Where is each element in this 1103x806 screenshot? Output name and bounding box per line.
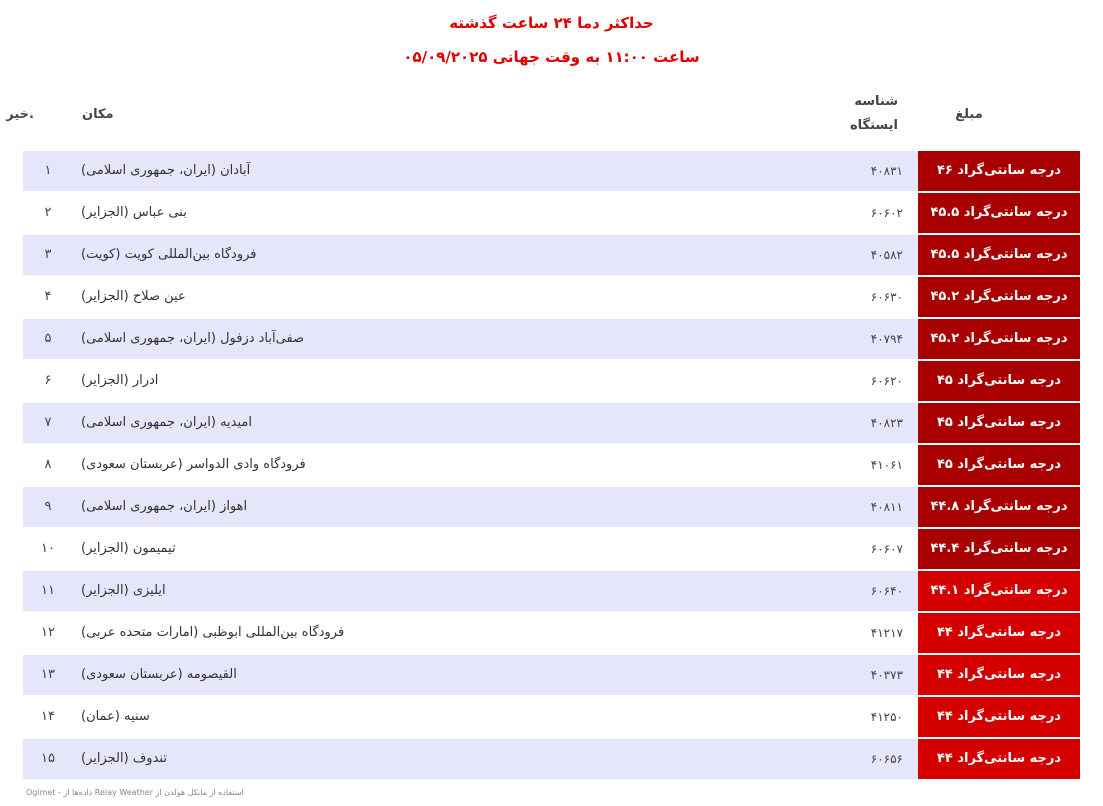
row-number: ۷ (44, 415, 52, 430)
row-station-id: ۴۰۳۷۳ (870, 668, 903, 682)
page-subtitle-time: ۰۵/۰۹/۲۰۲۵ ساعت ۱۱:۰۰ به وقت جهانی (403, 48, 700, 66)
row-place: فرودگاه بین‌المللی ابوظبی (امارات متحده عربی) (81, 625, 345, 640)
table-row (23, 529, 1080, 569)
footer-credit: Ogimet - داده‌ها از Relay Weather استفاده از مابکل هولدن از (26, 788, 244, 797)
header-num: خیر. (6, 107, 34, 122)
row-temperature: ۴۵.۲ درجه سانتی‌گراد (918, 319, 1080, 359)
row-temperature: ۴۵ درجه سانتی‌گراد (918, 403, 1080, 443)
row-number: ۱۱ (41, 583, 55, 598)
row-temperature: ۴۴.۸ درجه سانتی‌گراد (918, 487, 1080, 527)
row-place: آبادان (ایران، جمهوری اسلامی) (81, 163, 251, 178)
row-number: ۲ (44, 205, 52, 220)
table-row (23, 445, 1080, 485)
row-station-id: ۶۰۶۰۷ (870, 542, 903, 556)
row-number: ۳ (44, 247, 52, 262)
row-place: فرودگاه بین‌المللی کویت (کویت) (81, 247, 257, 262)
row-temperature: ۴۵.۵ درجه سانتی‌گراد (918, 235, 1080, 275)
row-place: بنی عباس (الجزایر) (81, 205, 187, 220)
row-station-id: ۶۰۶۵۶ (870, 752, 903, 766)
table-body (23, 151, 1080, 781)
row-number: ۱ (44, 163, 52, 178)
row-temperature: ۴۴ درجه سانتی‌گراد (918, 655, 1080, 695)
row-place: تندوف (الجزایر) (81, 751, 167, 766)
row-temperature: ۴۴.۴ درجه سانتی‌گراد (918, 529, 1080, 569)
row-number: ۸ (44, 457, 52, 472)
row-temperature: ۴۶ درجه سانتی‌گراد (918, 151, 1080, 191)
row-temperature: ۴۵ درجه سانتی‌گراد (918, 361, 1080, 401)
row-station-id: ۴۰۸۳۱ (870, 164, 903, 178)
table-row (23, 487, 1080, 527)
row-place: فرودگاه وادی الدواسر (عربستان سعودی) (81, 457, 306, 472)
row-place: القیصومه (عربستان سعودی) (81, 667, 237, 682)
row-place: سنیه (عمان) (81, 709, 150, 724)
row-number: ۴ (44, 289, 52, 304)
row-temperature: ۴۵.۲ درجه سانتی‌گراد (918, 277, 1080, 317)
table-header (0, 88, 1103, 140)
row-station-id: ۴۱۲۱۷ (870, 626, 903, 640)
table-row (23, 319, 1080, 359)
row-number: ۱۴ (41, 709, 55, 724)
page-title: حداکثر دما ۲۴ ساعت گذشته (449, 14, 654, 32)
header-place: مکان (82, 107, 114, 122)
row-number: ۶ (44, 373, 52, 388)
row-station-id: ۴۰۷۹۴ (870, 332, 903, 346)
row-number: ۱۳ (41, 667, 55, 682)
header-station-id (818, 90, 898, 138)
table-row (23, 277, 1080, 317)
header-station-id-line1: شناسه (854, 94, 898, 109)
row-station-id: ۴۰۸۲۳ (870, 416, 903, 430)
row-temperature: ۴۴ درجه سانتی‌گراد (918, 739, 1080, 779)
table-row (23, 193, 1080, 233)
row-station-id: ۴۰۵۸۲ (870, 248, 903, 262)
row-place: صفی‌آباد دزفول (ایران، جمهوری اسلامی) (81, 331, 305, 346)
row-station-id: ۶۰۶۰۲ (870, 206, 903, 220)
row-station-id: ۴۱۰۶۱ (870, 458, 903, 472)
table-row (23, 151, 1080, 191)
table-row (23, 697, 1080, 737)
row-station-id: ۶۰۶۲۰ (870, 374, 903, 388)
row-place: امیدیه (ایران، جمهوری اسلامی) (81, 415, 252, 430)
row-number: ۵ (44, 331, 52, 346)
table-row (23, 361, 1080, 401)
row-number: ۹ (44, 499, 52, 514)
row-station-id: ۶۰۶۴۰ (870, 584, 903, 598)
table-row (23, 613, 1080, 653)
row-number: ۱۰ (41, 541, 55, 556)
table-row (23, 739, 1080, 779)
row-place: ادرار (الجزایر) (81, 373, 159, 388)
row-temperature: ۴۵ درجه سانتی‌گراد (918, 445, 1080, 485)
row-place: عین صلاح (الجزایر) (81, 289, 186, 304)
header-amount: مبلغ (955, 107, 983, 122)
row-number: ۱۵ (41, 751, 55, 766)
row-temperature: ۴۴ درجه سانتی‌گراد (918, 613, 1080, 653)
row-temperature: ۴۴ درجه سانتی‌گراد (918, 697, 1080, 737)
table-row (23, 235, 1080, 275)
row-station-id: ۶۰۶۳۰ (870, 290, 903, 304)
row-temperature: ۴۵.۵ درجه سانتی‌گراد (918, 193, 1080, 233)
row-station-id: ۴۰۸۱۱ (870, 500, 903, 514)
row-place: اهواز (ایران، جمهوری اسلامی) (81, 499, 248, 514)
table-row (23, 655, 1080, 695)
table-row (23, 571, 1080, 611)
header-station-id-line2: ایستگاه (850, 118, 898, 133)
row-place: تیمیمون (الجزایر) (81, 541, 176, 556)
row-place: ایلیزی (الجزایر) (81, 583, 166, 598)
row-number: ۱۲ (41, 625, 55, 640)
table-row (23, 403, 1080, 443)
row-temperature: ۴۴.۱ درجه سانتی‌گراد (918, 571, 1080, 611)
row-station-id: ۴۱۲۵۰ (870, 710, 903, 724)
